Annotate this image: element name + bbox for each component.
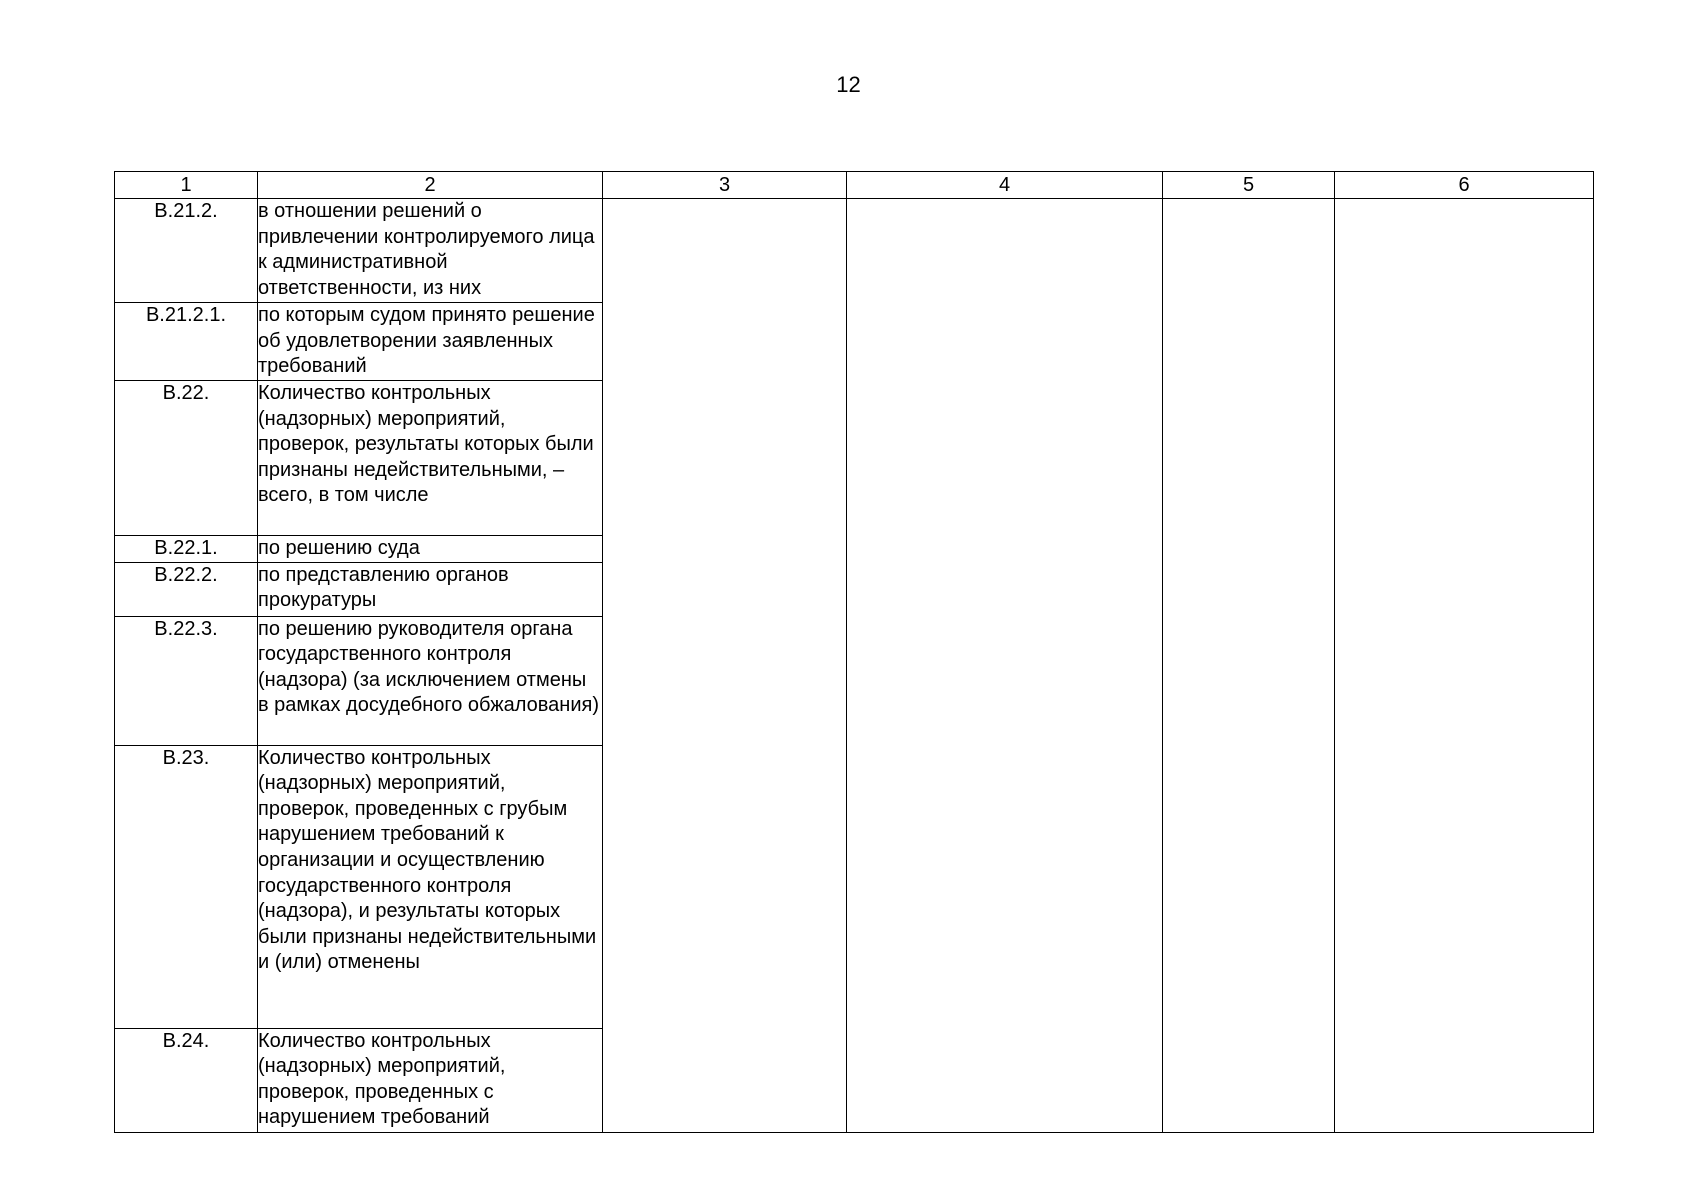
- header-row: [115, 172, 1594, 199]
- row-code: В.22.: [115, 381, 258, 536]
- column-3-cell: [603, 199, 847, 1133]
- row-description: в отношении решений о привлечении контролируемого лица к административной ответственности, из них: [258, 199, 603, 303]
- column-header-4: 4: [847, 172, 1163, 199]
- table-body: [115, 199, 1594, 1133]
- column-4-cell: [847, 199, 1163, 1133]
- report-table: [114, 171, 1594, 1133]
- row-code: В.22.3.: [115, 616, 258, 745]
- row-code: В.23.: [115, 745, 258, 1028]
- row-description: Количество контрольных (надзорных) мероприятий, проверок, проведенных с грубым нарушением требований к организации и осуществлению государственного контроля (надзора), и результаты которых были признаны недействительными и (или) отменены: [258, 745, 603, 1028]
- row-code: В.22.1.: [115, 536, 258, 563]
- row-description: по решению суда: [258, 536, 603, 563]
- table-header: [115, 172, 1594, 199]
- column-header-5: 5: [1163, 172, 1335, 199]
- row-description: по которым судом принято решение об удовлетворении заявленных требований: [258, 303, 603, 381]
- row-code: В.21.2.1.: [115, 303, 258, 381]
- row-code: В.21.2.: [115, 199, 258, 303]
- row-description: Количество контрольных (надзорных) мероприятий, проверок, результаты которых были признаны недействительными, – всего, в том числе: [258, 381, 603, 536]
- column-header-3: 3: [603, 172, 847, 199]
- row-code: В.24.: [115, 1028, 258, 1132]
- column-header-2: 2: [258, 172, 603, 199]
- column-header-6: 6: [1335, 172, 1594, 199]
- row-description: по представлению органов прокуратуры: [258, 562, 603, 616]
- column-header-1: 1: [115, 172, 258, 199]
- row-description: Количество контрольных (надзорных) мероприятий, проверок, проведенных с нарушением требований: [258, 1028, 603, 1132]
- page-number: 12: [836, 72, 861, 97]
- table-row: [115, 199, 1594, 303]
- column-6-cell: [1335, 199, 1594, 1133]
- row-description: по решению руководителя органа государственного контроля (надзора) (за исключением отмены в рамках досудебного обжалования): [258, 616, 603, 745]
- column-5-cell: [1163, 199, 1335, 1133]
- row-code: В.22.2.: [115, 562, 258, 616]
